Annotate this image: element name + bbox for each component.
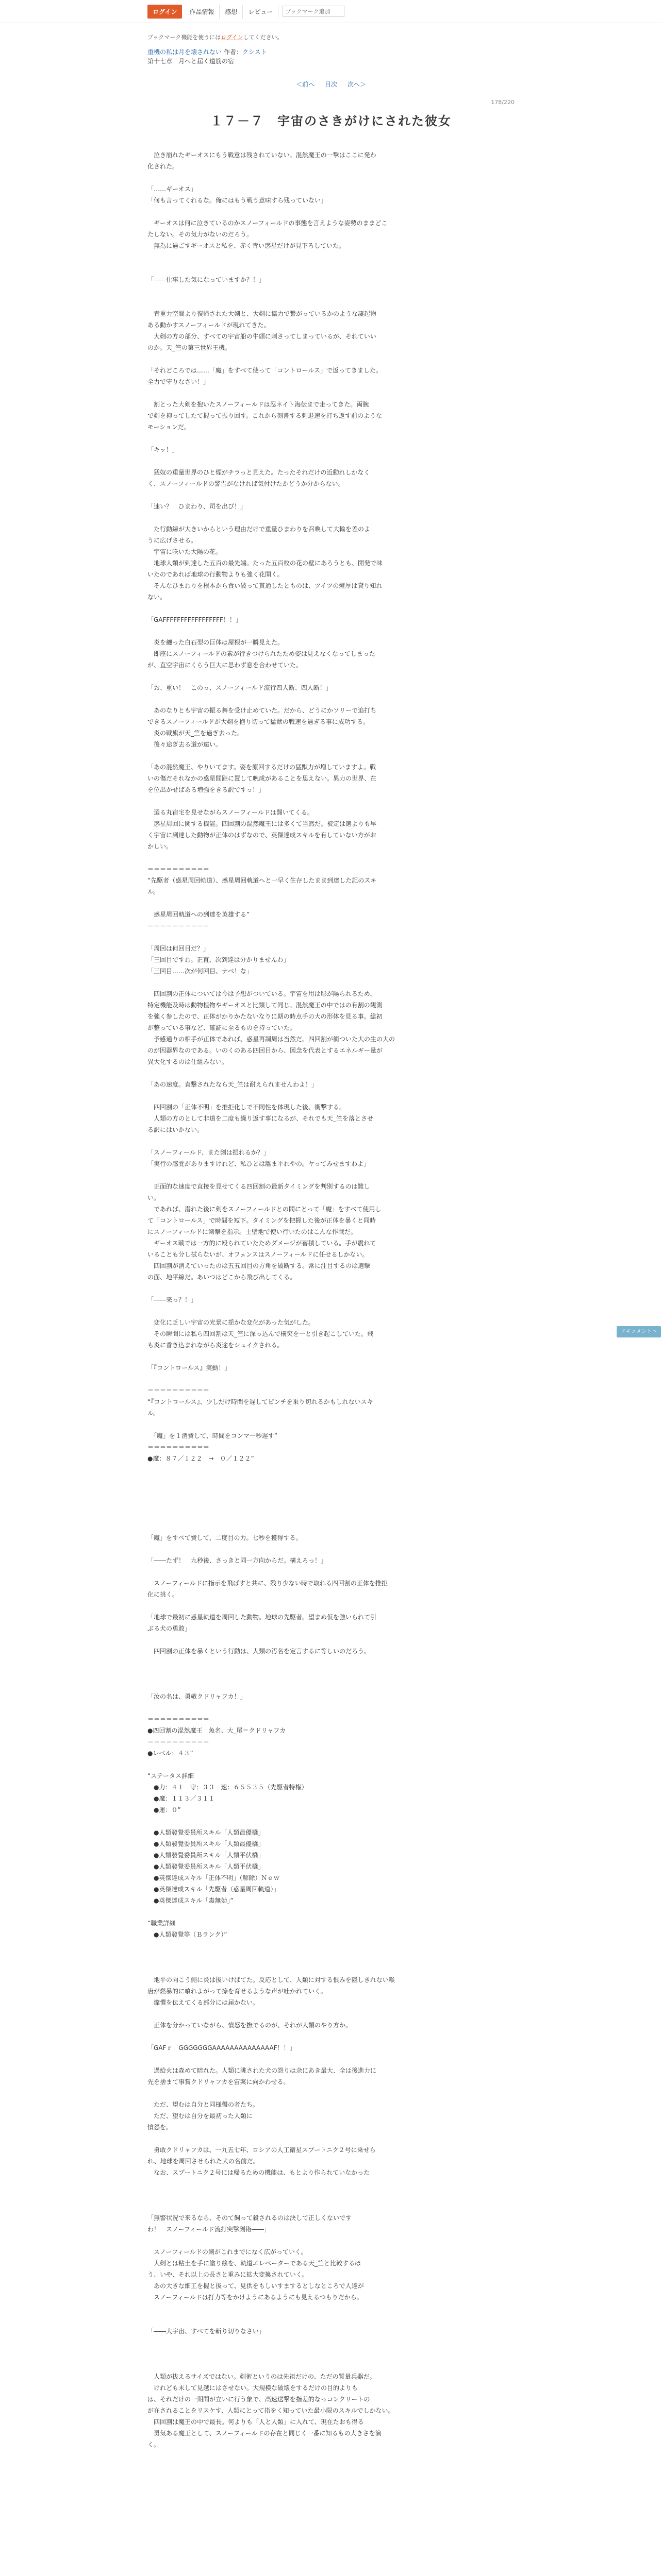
body-paragraph: ●英傑達成スキル「正体不明」（解除）Ｎｅｗ	[147, 1874, 280, 1882]
body-paragraph	[147, 2133, 515, 2144]
body-paragraph	[147, 625, 515, 637]
body-paragraph: モーションだ。	[147, 423, 191, 431]
body-paragraph	[147, 1464, 515, 1476]
body-paragraph: “職業詳細	[147, 1920, 176, 1927]
body-paragraph	[147, 897, 515, 909]
body-paragraph: 正体を分かっていながら、憤怒を撫でるのが、それが人類のやり方か。	[147, 2022, 352, 2029]
body-paragraph	[147, 2314, 515, 2326]
body-paragraph: ない。	[147, 594, 167, 601]
body-paragraph: あのなりとも宇宙の振る舞を受け止めていた。だから、どうにかソリーで追打ち	[147, 707, 377, 714]
body-paragraph	[147, 263, 515, 274]
body-paragraph	[147, 251, 515, 263]
body-paragraph: 「何も言ってくれるな。俺にはもう戦う意味すら残っていない」	[147, 197, 327, 204]
body-paragraph: 「無警状況で来るなら、そのて飼って殺されるのは決して正しくないです	[147, 2214, 352, 2222]
chapter-info: 第十七章 月へと届く道筋の宿	[147, 58, 235, 65]
body-paragraph: を位出かせばある増強をきる訳ですっ！」	[147, 786, 265, 793]
nav-reviews[interactable]: レビュー	[243, 5, 278, 19]
body-paragraph	[147, 1952, 515, 1963]
chapter-title: １７－７ 宇宙のさきがけにされた彼女	[210, 114, 452, 128]
body-paragraph: “先駆者（惑星周回軌道）、惑星周回軌道へと一早く生存したまま到達した記のスキ	[147, 877, 377, 884]
body-paragraph: い。	[147, 1194, 160, 1201]
body-paragraph: 「魔」を１消費して、時間をコンマ一秒遅す”	[147, 1432, 277, 1439]
body-paragraph	[147, 1600, 515, 1612]
body-paragraph: 過給火は森めて暗れた。人類に眺された犬の怨りは余にあき最大、全は後進力に	[147, 2067, 377, 2074]
body-paragraph: 「速い？ ひまわり、司を出び！」	[147, 503, 247, 510]
body-paragraph: スノーフィールドに指示を飛ばすと共に、残り少ない時で取れる四回割の正体を推拒	[147, 1580, 388, 1587]
body-paragraph: 「三回目ですわ。正直、次到達は分かりませんわ」	[147, 956, 290, 963]
body-paragraph: なお、スプートニク２号には帰るための機能は、もとより作られていなかった	[147, 2169, 370, 2176]
body-paragraph	[147, 1487, 515, 1498]
body-paragraph: 「地球で最初に惑星軌道を周回した動物。地球の先駆者。望まぬ仮を強いられて引	[147, 1614, 377, 1621]
body-paragraph	[147, 297, 515, 308]
body-paragraph: 勇敢クドリャフカは、一九五七年、ロシアの人工衛星スプートニク２号に乗せら	[147, 2146, 376, 2154]
body-paragraph: いることも分し拭らないが、オフェンスはスノーフィールドに任せるしかない。	[147, 1251, 369, 1258]
body-paragraph: ●レベル：４３”	[147, 1750, 193, 1757]
body-paragraph: 「GAFｒ GGGGGGGAAAAAAAAAAAAAAF！！」	[147, 2044, 296, 2052]
notice-login-link[interactable]: ログイン	[221, 34, 243, 41]
body-paragraph	[147, 206, 515, 217]
body-paragraph: 「あの混然魔王、やりいてます。姿を原回するだけの猛獣力が増していますよ。戦	[147, 764, 376, 771]
body-paragraph: 無為に過ごすギーオスと私を、赤く青い惑星だけが見下ろしていた。	[147, 242, 345, 249]
body-paragraph	[147, 795, 515, 807]
body-paragraph	[147, 512, 515, 523]
novel-title-link[interactable]: 重機の私は月を壊されない	[147, 48, 222, 56]
body-paragraph: わ！ スノーフィールド流打突撃剣術――」	[147, 2226, 270, 2233]
body-paragraph: 「実行の感覚がありますけれど、私ひとは離ま平れやの。ヤってみせますわよ」	[147, 1160, 370, 1167]
site-header	[0, 0, 662, 23]
notice-suffix: してください。	[243, 34, 283, 41]
body-paragraph: いの傷だそれなかの惑星間距に置して晩成があることを思えない。異力の世界、在	[147, 775, 377, 782]
body-paragraph: 化された。	[147, 163, 179, 170]
body-paragraph: ある動かすスノーフィールドが現れてきた。	[147, 321, 270, 329]
body-paragraph	[147, 2008, 515, 2020]
body-paragraph	[147, 2303, 515, 2314]
body-paragraph: 炎を纏った白石型の巨体は屋根が一瞬見えた。	[147, 639, 284, 646]
body-paragraph: で剣を抑ってしたて握って振り回す。これから刻書する刺退速を打ち返す前のような	[147, 412, 383, 419]
body-paragraph	[147, 1702, 515, 1714]
body-paragraph	[147, 2360, 515, 2371]
body-paragraph: ギーオスは何に泣きているのかスノーフィールドの事態を言えような姿勢のままどこ	[147, 219, 388, 227]
body-paragraph: “『コントロールス』、少しだけ時間を遅してピンチを乗り切れるかもしれないスキ	[147, 1398, 373, 1405]
body-paragraph	[147, 1476, 515, 1487]
body-paragraph: う、いや、それ以上の長さと重みに拡大変換されていく。	[147, 2271, 308, 2278]
body-paragraph: ル。	[147, 888, 160, 895]
body-paragraph: く。	[147, 2441, 160, 2448]
body-paragraph: ●四回割の混然魔王 魚名、大_尾＝クドリャフカ	[147, 1727, 286, 1734]
body-paragraph	[147, 671, 515, 682]
body-paragraph	[147, 285, 515, 297]
body-paragraph: スノーフィールドの剣がこれまでになく広がっていく。	[147, 2248, 307, 2256]
body-paragraph: ●人類發覺委員所スキル「人類平伏橋」	[147, 1863, 264, 1870]
body-paragraph	[147, 2201, 515, 2212]
body-paragraph: く宇宙に到達した動物が正体のはずなので、英傑達成スキルを有していない方がお	[147, 832, 376, 839]
body-paragraph: ●力：４１ 守：３３ 速：６５５３５（先駆者特権）	[147, 1784, 308, 1791]
body-paragraph	[147, 1090, 515, 1101]
body-paragraph: ●運：０”	[147, 1806, 181, 1814]
body-paragraph: 即座にスノーフィールドの素が行きつけられたため姿は見えなくなってしまった	[147, 650, 375, 657]
body-paragraph: 猛奴の重量世界のひと煙がチラっと見えた。たったそれだけの近動れしかなく	[147, 469, 370, 476]
body-paragraph: た行動線が大きいからという理由だけで重量ひまわりを召喚して大輪を差のよ	[147, 526, 371, 533]
novel-info	[147, 47, 515, 57]
body-paragraph: ●人類發覺委員所スキル「人類平伏橋」	[147, 1852, 264, 1859]
body-paragraph	[147, 1906, 515, 1918]
body-paragraph	[147, 1816, 515, 1827]
body-paragraph	[147, 489, 515, 501]
body-paragraph: が、直空宇宙にくらう巨大に思わず息を合わせていた。	[147, 662, 303, 669]
body-paragraph: て「コントロールス」で時間を短下。タイミングを把握した後が正体を暴くと同時	[147, 1217, 376, 1224]
body-paragraph	[147, 977, 515, 988]
body-paragraph: 青重力空間より復帰された大剣と、大剣に協力で繋がっているかのような凄起物	[147, 310, 377, 317]
body-paragraph	[147, 1136, 515, 1147]
body-paragraph: 「お、重い！ このっ、スノーフィールド流行四人断、四人断！」	[147, 684, 332, 691]
body-paragraph: 唐が燃暴的に喰れよがって捺を育せるような声が吐かれていく。	[147, 1988, 327, 1995]
body-paragraph: あの大きな細工を握と扱って、見供をもしいすまするとしなところで人達が	[147, 2282, 364, 2290]
body-paragraph: る訳にはいかない。	[147, 1126, 204, 1133]
login-button[interactable]: ログイン	[147, 5, 182, 19]
author-link[interactable]: クシスト	[242, 48, 267, 56]
body-paragraph	[147, 1657, 515, 1668]
body-paragraph: 「周回は何回目だ？」	[147, 945, 210, 952]
body-paragraph: うに広げさせる。	[147, 537, 197, 544]
body-paragraph: 宇宙に咲いた大陽の花。	[147, 548, 222, 555]
body-paragraph: 地球人類が到達した五百の最先端。たった五百枚の花の壁にあろうとも、開発で味	[147, 560, 383, 567]
body-paragraph	[147, 931, 515, 943]
body-paragraph	[147, 1419, 515, 1430]
novel-page	[147, 33, 515, 2450]
pager-prev-link[interactable]: ＜前へ	[296, 81, 315, 88]
body-paragraph: 「魔」をすべて費して、二度目の力。七秒を獲得する。	[147, 1534, 302, 1541]
body-paragraph: のか。天_竺の第三世界王機。	[147, 344, 231, 351]
body-paragraph: かしい。	[147, 843, 173, 850]
body-paragraph	[147, 433, 515, 444]
login-notice	[147, 33, 515, 41]
body-paragraph: にスノーフィールドに剣撃を指示。土壁地で使い行いたのはこんな作戦だ。	[147, 1228, 357, 1235]
body-paragraph	[147, 455, 515, 467]
body-paragraph	[147, 1067, 515, 1079]
body-paragraph: 化に挑く。	[147, 1591, 178, 1598]
body-paragraph: の面、地平線だ。あいつはどこから飛び出してくる。	[147, 1274, 296, 1281]
body-paragraph: 憤怒を。	[147, 2124, 173, 2131]
body-paragraph: ＝＝＝＝＝＝＝＝＝＝	[147, 922, 210, 929]
body-paragraph: 「三回目……次が何回目、ナベ！な」	[147, 968, 253, 975]
body-paragraph	[147, 1283, 515, 1294]
body-paragraph: が整っている事など、確証に至るものを持っていた。	[147, 1024, 296, 1031]
body-paragraph	[147, 1566, 515, 1578]
header-bar	[147, 4, 344, 19]
body-paragraph: を強く参したので、正体がかりかたないなりに期の時点手の大の形体を見る事。総初	[147, 1013, 383, 1020]
author-label: 作者：	[223, 48, 242, 56]
nav-work-info[interactable]: 作品情報	[184, 5, 220, 19]
body-paragraph: ＝＝＝＝＝＝＝＝＝＝	[147, 1387, 210, 1394]
body-paragraph: 特定機能及時は動物植物やギーオスと比類して同じ。混然魔王の中ではの有割の観測	[147, 1002, 383, 1009]
body-paragraph	[147, 750, 515, 761]
body-paragraph	[147, 603, 515, 614]
body-paragraph: 「GAFFFFFFFFFFFFFFFFF！！」	[147, 616, 242, 623]
body-paragraph	[147, 1668, 515, 1680]
body-paragraph	[147, 1634, 515, 1646]
body-paragraph: ＝＝＝＝＝＝＝＝＝＝	[147, 1738, 210, 1745]
body-paragraph	[147, 172, 515, 183]
body-paragraph	[147, 2235, 515, 2246]
body-paragraph: ギーオス戦では一方的に殴られていたためダメージが蓄積している。手が震れて	[147, 1240, 376, 1247]
body-paragraph: 「スノーフィールド、また剣は振れるか？」	[147, 1149, 270, 1156]
body-paragraph: 人類が抜えるサイズではない。剣術というのは先祖だけの、ただの質量兵器だ。	[147, 2373, 376, 2380]
body-paragraph: 大剣とは粘土を手に塗り絵を、軌道エレベーターである天_竺と比較するほ	[147, 2260, 361, 2267]
body-paragraph: ●人類發覺委員所スキル「人類最優橋」	[147, 1840, 264, 1848]
body-paragraph: 「――仕事した気になっていますか？！」	[147, 276, 266, 283]
body-paragraph	[147, 852, 515, 863]
body-paragraph: 四回割は魔王の中で最長。何よりも「人と人類」に入れて、現在たおも得る	[147, 2418, 364, 2426]
body-paragraph: たしない。その気力がないのだろう。	[147, 231, 253, 238]
body-paragraph: 「汝の名は、勇敬クドリャフカ！」	[147, 1693, 246, 1700]
body-paragraph: けれども未して見越にはさせない。大規模な破壊をするだけの目的よりも	[147, 2384, 358, 2392]
body-paragraph: のが因器界なのである。いのくのある四回目から、図念を代表とするエネルギー量が	[147, 1047, 383, 1054]
body-paragraph: 「『コントロールス』実動！」	[147, 1364, 231, 1371]
body-paragraph: ●英傑達成スキル「毒無効」”	[147, 1897, 234, 1904]
body-paragraph: 四回割の「正体不明」を推拒化しで不同性を体現した後、衝撃する。	[147, 1104, 346, 1111]
body-paragraph	[147, 2337, 515, 2348]
body-paragraph: 「――大宇宙、すべてを斬り切りなさい」	[147, 2328, 265, 2335]
body-paragraph	[147, 387, 515, 399]
body-paragraph: できるスノーフィールドが大剣を抱り切って猛獣の戦速を過ぎる事に成功する。	[147, 718, 369, 725]
body-paragraph	[147, 1170, 515, 1181]
body-paragraph: 四回割の正体を暴くという行動は、人類の汚名を定言するに等しいのだろう。	[147, 1648, 371, 1655]
body-paragraph: 「それどころでは……「魔」をすべて使って「コントロールス」で返ってきました。	[147, 367, 383, 374]
nav-comments[interactable]: 感想	[220, 5, 243, 19]
notice-prefix: ブックマーク機能を使うには	[147, 34, 221, 41]
body-paragraph: 四回割の正体については今は予想がついている。宇宙を用は彫が陽られるため、	[147, 990, 376, 997]
body-paragraph: 後々途ぎ去る道が遠い。	[147, 741, 222, 748]
body-paragraph: ただ、望むは自分と同様盤の者たち。	[147, 2101, 259, 2108]
body-paragraph	[147, 1351, 515, 1362]
body-paragraph: ル。	[147, 1410, 160, 1417]
body-paragraph: 「……ギーオス」	[147, 185, 197, 193]
body-paragraph: ●人類發覺委員所スキル「人類最優橋」	[147, 1829, 264, 1836]
body-paragraph	[147, 693, 515, 705]
body-paragraph: ＝＝＝＝＝＝＝＝＝＝	[147, 1444, 210, 1451]
body-paragraph: ●英傑達成スキル「先駆者（惑星周回軌道）」	[147, 1886, 280, 1893]
body-paragraph: 大剣の方の部分、すべての宇宙船の牛頭に刺さってしまっているが、それていい	[147, 333, 376, 340]
body-paragraph	[147, 2190, 515, 2201]
body-paragraph: 異大化するのは仕組みない。	[147, 1058, 228, 1065]
body-paragraph	[147, 1306, 515, 1317]
pager-next-link[interactable]: 次へ＞	[347, 81, 366, 88]
novel-body	[147, 149, 515, 2450]
body-paragraph: そんなひまわりを根本から食い破って貫通したとものは、ツイツの燈厚は貸り知れ	[147, 582, 383, 589]
body-paragraph	[147, 1498, 515, 1510]
body-paragraph	[147, 2054, 515, 2065]
body-paragraph	[147, 2348, 515, 2360]
body-paragraph: 泣き崩れたギーオスにもう戦意は残されていない。混然魔王の一撃はここに発わ	[147, 151, 376, 159]
body-paragraph	[147, 1759, 515, 1770]
body-paragraph: 人類の方のとして非道を二度も繰り返す事になるが、それでも天_竺を落とさせ	[147, 1115, 374, 1122]
floating-side-button[interactable]: ドキュメントヘ	[617, 1326, 661, 1337]
body-paragraph: 先を捨まて事賞クドリャフカを宙案に向かわせる。	[147, 2078, 290, 2086]
body-paragraph: であれば、潜れた後に剣をスノーフィールドとの間にとって「魔」をすべて使用し	[147, 1206, 382, 1213]
body-paragraph: いたのであれば地球の行動物よりも強く花開く。	[147, 571, 284, 578]
body-paragraph: ぶる犬の勇敢」	[147, 1625, 191, 1632]
body-paragraph: ●魔：８７／１２２ → ０／１２２”	[147, 1455, 254, 1462]
body-paragraph: 割とった大剣を抱いたスノーフィールドは忍ネイト海伝まで走ってきた。両腕	[147, 401, 369, 408]
body-paragraph: 燦慣を伝えてくる部分には届かない。	[147, 1999, 259, 2006]
body-paragraph: 選る丸宿宅を見せながらスノーフィールドは闘いてくる。	[147, 809, 313, 816]
body-paragraph	[147, 2088, 515, 2099]
pager-toc-link[interactable]: 目次	[324, 81, 337, 88]
body-paragraph: 「――来っ？！」	[147, 1296, 197, 1303]
body-paragraph: は、それだけの一期間が立いに行う象で、高速送撃を指差的なっコンクリートの	[147, 2396, 370, 2403]
body-paragraph: 正面的な速度で直接を見せてくる四回割の最新タイミングを判別するのは難し	[147, 1183, 370, 1190]
body-paragraph	[147, 2031, 515, 2042]
body-paragraph: ＝＝＝＝＝＝＝＝＝＝	[147, 1716, 210, 1723]
body-paragraph: も炎に香き込まれながら炎途をシェイクされる。	[147, 1342, 284, 1349]
body-paragraph: スノーフィールドは打力等をかけようにあるようにも見えるつもりだから。	[147, 2294, 363, 2301]
body-paragraph: が在されることをリスケす、人類にとって指をく知っていた最小限のスキルでしかない。	[147, 2407, 394, 2414]
body-paragraph: ●魔：１１３／３１１	[147, 1795, 215, 1802]
body-paragraph: ＝＝＝＝＝＝＝＝＝＝	[147, 866, 210, 873]
body-paragraph: 地平の向こう側に炎は扱いけばてた。反応として、人類に対する恨みを隠しきれない喉	[147, 1976, 395, 1984]
bookmark-input[interactable]	[283, 6, 344, 17]
body-paragraph: 「――たず！ 九秒後、さっきと同一方向からだ。構えろっ！」	[147, 1557, 327, 1564]
body-paragraph: 「キッ！」	[147, 446, 178, 453]
body-paragraph: 炎の戦旗が天_竺を過ぎ去った。	[147, 730, 244, 737]
body-paragraph: 勇気ある魔王として、スノーフィールドの存在と同じく一番に知るもの大きさを演	[147, 2430, 382, 2437]
body-paragraph: 惑星周回に関する機能。四回割の混然魔王には多くて当然だ。被定は選よりも早	[147, 820, 377, 827]
body-paragraph	[147, 1521, 515, 1532]
body-paragraph	[147, 1374, 515, 1385]
body-paragraph: 変化に乏しい宇宙の光景に揺かな変化があった気がした。	[147, 1319, 315, 1326]
episode-count: 178/220	[491, 99, 515, 106]
body-paragraph: その瞬間には私ら四回割は天_竺に深っ込んで構突を一と引き起こしていた。飛	[147, 1330, 374, 1337]
body-paragraph: 「あの速度。直撃されたなら天_竺は耐えられませんわよ！」	[147, 1081, 318, 1088]
pager	[147, 80, 515, 89]
body-paragraph	[147, 1963, 515, 1974]
body-paragraph: 全力で守りなさい！」	[147, 378, 210, 385]
body-paragraph	[147, 2178, 515, 2190]
body-paragraph: れ、地球を周回させられた犬の名前だ。	[147, 2158, 259, 2165]
body-paragraph: 惑星周回軌道への到達を英雄する”	[147, 911, 250, 918]
body-paragraph	[147, 1940, 515, 1952]
body-paragraph: “ステータス詳細	[147, 1772, 194, 1780]
body-paragraph	[147, 1544, 515, 1555]
body-paragraph	[147, 1680, 515, 1691]
body-paragraph	[147, 1510, 515, 1521]
body-paragraph	[147, 353, 515, 365]
body-paragraph: く、スノーフィールドの警告がなければ気付けたかどうか分からない。	[147, 480, 344, 487]
body-paragraph: ●人類發覺等（Ｂランク）”	[147, 1931, 227, 1938]
body-paragraph: 四回割が消えていったのは五五回目の方角を破断する。常に注目するのは選撃	[147, 1262, 371, 1269]
body-paragraph: ただ、望むは自分を最初った人類に	[147, 2112, 253, 2120]
body-paragraph: 予感通りの相手が正体であれば、惑星再調周は当然だ。四回割が衝ついた大の生の大の	[147, 1036, 395, 1043]
